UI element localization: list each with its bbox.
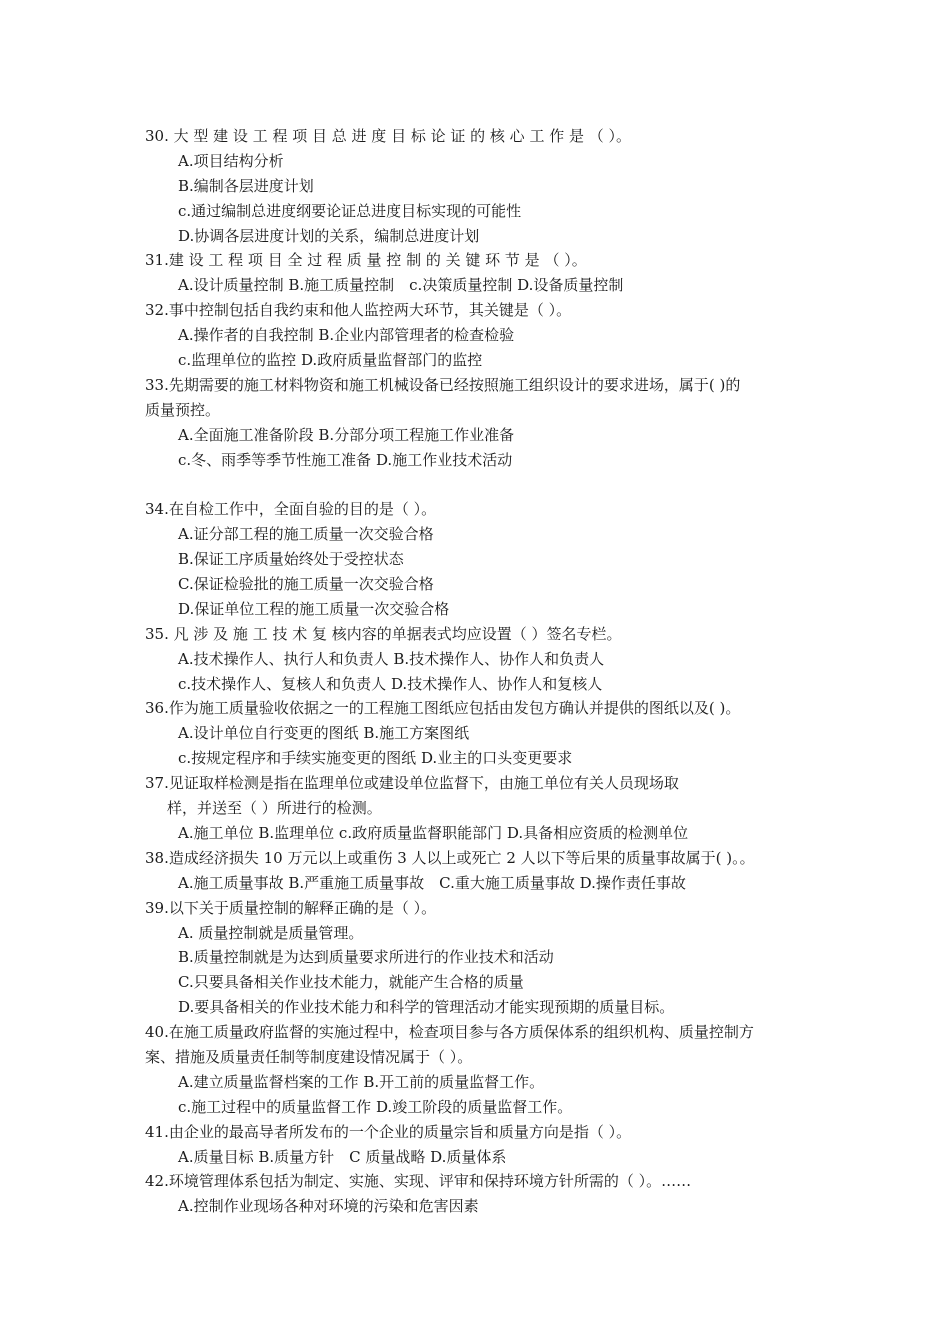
option-line: A.证分部工程的施工质量一次交验合格 [178,525,434,544]
option-line: c.施工过程中的质量监督工作 D.竣工阶段的质量监督工作。 [178,1097,573,1116]
question-line: 41.由企业的最高导者所发布的一个企业的质量宗旨和质量方向是指（ ）。 [145,1122,632,1141]
option-line: B.保证工序质量始终处于受控状态 [178,550,404,569]
option-line: A.设计质量控制 B.施工质量控制 c.决策质量控制 D.设备质量控制 [178,276,624,295]
option-line: c.通过编制总进度纲要论证总进度目标实现的可能性 [178,201,522,220]
option-line: C.保证检验批的施工质量一次交验合格 [178,575,434,594]
question-continuation-line: 样，并送至（ ）所进行的检测。 [167,799,382,818]
question-line: 38.造成经济损失 10 万元以上或重伤 3 人以上或死亡 2 人以下等后果的质量事故属于( )。。 [145,848,755,867]
question-line: 案、措施及质量责任制等制度建设情况属于（ ）。 [145,1047,473,1066]
option-line: A.质量目标 B.质量方针 C 质量战略 D.质量体系 [178,1147,507,1166]
question-line: 31.建 设 工 程 项 目 全 过 程 质 量 控 制 的 关 键 环 节 是 （ ）。 [145,251,587,270]
option-line: A.项目结构分析 [178,151,284,170]
question-line: 33.先期需要的施工材料物资和施工机械设备已经按照施工组织设计的要求进场，属于( )的 [145,375,741,394]
option-line: A.施工单位 B.监理单位 c.政府质量监督职能部门 D.具备相应资质的检测单位 [178,823,689,842]
blank-line [145,472,815,497]
option-line: c.冬、雨季等季节性施工准备 D.施工作业技术活动 [178,450,513,469]
option-line: A.技术操作人、执行人和负责人 B.技术操作人、协作人和负责人 [178,649,605,668]
option-line: B.质量控制就是为达到质量要求所进行的作业技术和活动 [178,948,554,967]
option-line: A.全面施工准备阶段 B.分部分项工程施工作业准备 [178,425,515,444]
option-line: c.技术操作人、复核人和负责人 D.技术操作人、协作人和复核人 [178,674,603,693]
option-line: A.操作者的自我控制 B.企业内部管理者的检查检验 [178,326,515,345]
option-line: A.设计单位自行变更的图纸 B.施工方案图纸 [178,724,470,743]
option-line: c.监理单位的监控 D.政府质量监督部门的监控 [178,351,483,370]
option-line: D.要具备相关的作业技术能力和科学的管理活动才能实现预期的质量目标。 [178,998,675,1017]
question-line: 39.以下关于质量控制的解释正确的是（ ）。 [145,898,437,917]
question-list [145,124,815,1219]
question-line: 32.事中控制包括自我约束和他人监控两大环节，其关键是（ ）。 [145,301,572,320]
option-line: A.施工质量事故 B.严重施工质量事故 C.重大施工质量事故 D.操作责任事故 [178,873,686,892]
option-line: D.协调各层进度计划的关系，编制总进度计划 [178,226,480,245]
option-line: B.编制各层进度计划 [178,176,314,195]
question-line: 质量预控。 [145,400,221,419]
question-line: 34.在自检工作中，全面自验的目的是（ ）。 [145,500,437,519]
option-line: A.建立质量监督档案的工作 B.开工前的质量监督工作。 [178,1072,545,1091]
option-line: A.控制作业现场各种对环境的污染和危害因素 [178,1197,479,1216]
option-line: D.保证单位工程的施工质量一次交验合格 [178,599,450,618]
question-line: 30. 大 型 建 设 工 程 项 目 总 进 度 目 标 论 证 的 核 心 工 作 是 （ ）。 [145,127,632,145]
question-line: 35. 凡 涉 及 施 工 技 术 复 核内容的单据表式均应设置（ ）签名专栏。 [145,624,622,643]
question-line: 37.见证取样检测是指在监理单位或建设单位监督下，由施工单位有关人员现场取 [145,774,679,793]
question-line: 40.在施工质量政府监督的实施过程中，检查项目参与各方质保体系的组织机构、质量控制方 [145,1023,754,1042]
option-line: C.只要具备相关作业技术能力，就能产生合格的质量 [178,973,524,992]
question-line: 36.作为施工质量验收依据之一的工程施工图纸应包括由发包方确认并提供的图纸以及( )。 [145,699,741,718]
option-line: c.按规定程序和手续实施变更的图纸 D.业主的口头变更要求 [178,749,573,768]
question-line: 42.环境管理体系包括为制定、实施、实现、评审和保持环境方针所需的（ ）。…… [145,1172,692,1191]
option-line: A. 质量控制就是质量管理。 [178,923,364,942]
